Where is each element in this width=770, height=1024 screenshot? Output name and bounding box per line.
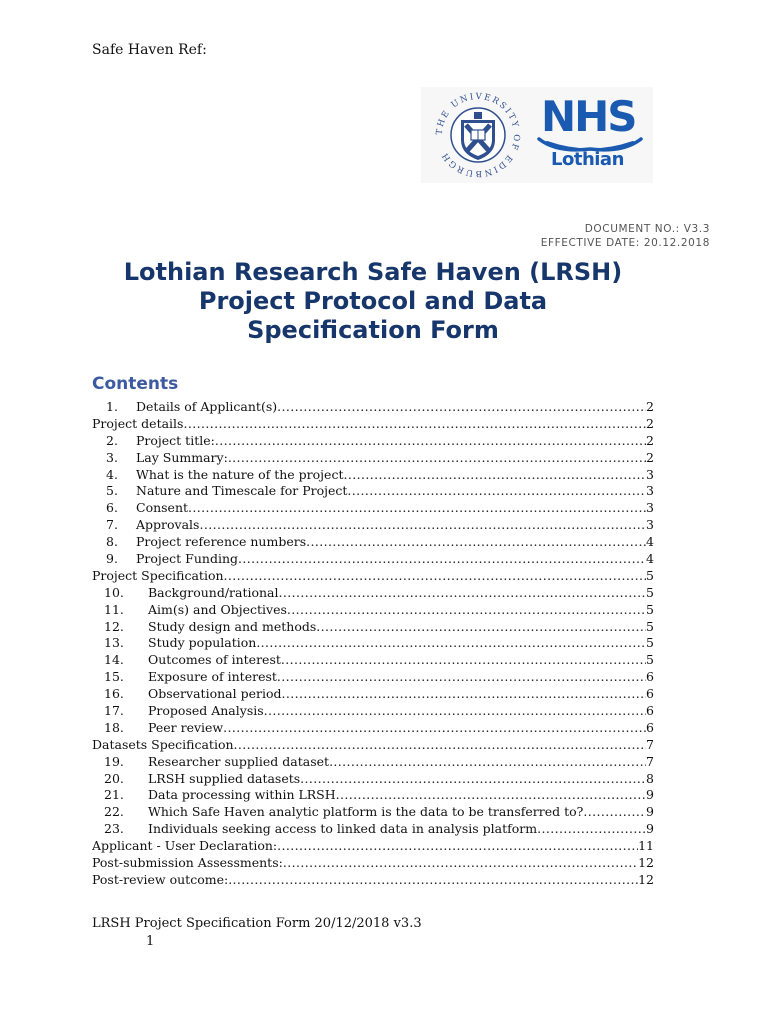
- toc-entry[interactable]: [92, 517, 654, 534]
- toc-leader-dots: [583, 804, 646, 819]
- toc-entry-number: 12.: [104, 618, 124, 634]
- toc-leader-dots: [537, 821, 646, 836]
- toc-entry-label: Project Specification: [92, 567, 224, 583]
- toc-entry-page: 2: [646, 449, 654, 465]
- toc-leader-dots: [215, 433, 646, 448]
- table-of-contents: [92, 399, 654, 889]
- toc-entry-number: 2.: [106, 432, 118, 448]
- safe-haven-ref-label: Safe Haven Ref:: [92, 42, 207, 58]
- toc-entry[interactable]: [92, 416, 654, 433]
- toc-entry-page: 5: [646, 601, 654, 617]
- toc-entry-page: 7: [646, 753, 654, 769]
- page-footer: [92, 915, 422, 951]
- toc-leader-dots: [277, 669, 646, 684]
- toc-entry-label: Approvals: [136, 517, 200, 533]
- toc-leader-dots: [264, 703, 646, 718]
- toc-entry-label: Project Funding: [136, 551, 239, 567]
- toc-entry-label: Background/rational: [148, 584, 279, 600]
- toc-entry-label: Lay Summary:: [136, 449, 228, 465]
- document-number: DOCUMENT NO.: V3.3: [584, 223, 710, 235]
- toc-entry[interactable]: [92, 399, 654, 416]
- toc-leader-dots: [347, 483, 646, 498]
- toc-entry-number: 9.: [106, 551, 118, 567]
- toc-entry[interactable]: [92, 500, 654, 517]
- toc-entry-page: 12: [638, 855, 654, 871]
- toc-entry-label: Outcomes of interest: [148, 652, 281, 668]
- toc-entry-page: 9: [646, 787, 654, 803]
- page-title: [60, 258, 686, 345]
- toc-entry[interactable]: [92, 737, 654, 754]
- toc-entry-label: Which Safe Haven analytic platform is the data to be transferred to?: [148, 804, 584, 820]
- toc-leader-dots: [300, 771, 646, 786]
- toc-entry-page: 6: [646, 719, 654, 735]
- toc-entry-label: LRSH supplied datasets: [148, 770, 301, 786]
- toc-entry-page: 6: [646, 686, 654, 702]
- toc-entry[interactable]: [92, 585, 654, 602]
- toc-entry-number: 21.: [104, 787, 124, 803]
- toc-entry-label: Post-review outcome:: [92, 871, 229, 887]
- toc-entry-label: Individuals seeking access to linked data in analysis platform: [148, 821, 538, 837]
- toc-entry-number: 18.: [104, 719, 124, 735]
- toc-entry[interactable]: [92, 619, 654, 636]
- toc-entry[interactable]: [92, 720, 654, 737]
- toc-entry-number: 11.: [104, 601, 124, 617]
- toc-entry[interactable]: [92, 450, 654, 467]
- toc-entry[interactable]: [92, 602, 654, 619]
- toc-leader-dots: [223, 720, 646, 735]
- toc-entry-page: 9: [646, 804, 654, 820]
- toc-entry-page: 5: [646, 618, 654, 634]
- toc-entry-page: 3: [646, 466, 654, 482]
- toc-leader-dots: [343, 467, 646, 482]
- toc-entry-label: Consent: [136, 500, 189, 516]
- toc-leader-dots: [228, 450, 646, 465]
- toc-entry-number: 10.: [104, 584, 124, 600]
- effective-date: EFFECTIVE DATE: 20.12.2018: [540, 237, 710, 249]
- toc-entry-page: 3: [646, 483, 654, 499]
- toc-entry[interactable]: [92, 669, 654, 686]
- toc-entry-label: Researcher supplied dataset: [148, 753, 330, 769]
- nhs-wordmark: NHS: [541, 92, 636, 141]
- page-number: 1: [146, 934, 155, 949]
- toc-entry-page: 5: [646, 635, 654, 651]
- toc-leader-dots: [306, 534, 646, 549]
- toc-entry-page: 8: [646, 770, 654, 786]
- toc-entry-label: Observational period: [148, 686, 282, 702]
- toc-entry-page: 5: [646, 567, 654, 583]
- toc-entry[interactable]: [92, 838, 654, 855]
- toc-entry-number: 19.: [104, 753, 124, 769]
- footer-text: LRSH Project Specification Form 20/12/2018 v3.3: [92, 916, 422, 931]
- toc-entry-label: What is the nature of the project: [136, 466, 344, 482]
- toc-entry-number: 6.: [106, 500, 118, 516]
- toc-entry[interactable]: [92, 804, 654, 821]
- toc-entry-page: 2: [646, 432, 654, 448]
- toc-leader-dots: [279, 585, 647, 600]
- toc-entry-label: Project title:: [136, 432, 215, 448]
- contents-heading: Contents: [92, 374, 179, 394]
- toc-entry-page: 6: [646, 669, 654, 685]
- toc-entry-number: 22.: [104, 804, 124, 820]
- toc-entry-page: 12: [638, 871, 654, 887]
- document-meta: [541, 222, 710, 250]
- toc-entry[interactable]: [92, 771, 654, 788]
- toc-entry[interactable]: [92, 872, 654, 889]
- toc-leader-dots: [183, 416, 646, 431]
- toc-entry-label: Study design and methods: [148, 618, 317, 634]
- toc-entry[interactable]: [92, 551, 654, 568]
- university-of-edinburgh-crest-icon: [433, 90, 523, 180]
- toc-entry-page: 4: [646, 534, 654, 550]
- university-ring-text: THE UNIVERSITY OF EDINBURGH: [434, 91, 522, 179]
- toc-leader-dots: [281, 686, 646, 701]
- toc-entry[interactable]: [92, 568, 654, 585]
- toc-entry-number: 4.: [106, 466, 118, 482]
- toc-entry[interactable]: [92, 703, 654, 720]
- nhs-region-label: Lothian: [551, 149, 624, 170]
- toc-entry-page: 3: [646, 500, 654, 516]
- toc-entry-number: 8.: [106, 534, 118, 550]
- toc-entry-number: 16.: [104, 686, 124, 702]
- toc-entry-page: 2: [646, 415, 654, 431]
- toc-entry-label: Project reference numbers: [136, 534, 307, 550]
- title-line: Lothian Research Safe Haven (LRSH): [123, 258, 623, 286]
- toc-leader-dots: [329, 754, 646, 769]
- nhs-lothian-logo: [537, 92, 645, 179]
- toc-entry-page: 2: [646, 399, 654, 414]
- toc-entry-number: 5.: [106, 483, 118, 499]
- toc-entry-number: 15.: [104, 669, 124, 685]
- toc-leader-dots: [283, 855, 638, 870]
- toc-entry-number: 17.: [104, 703, 124, 719]
- toc-entry-number: 1.: [106, 399, 118, 414]
- toc-entry[interactable]: [92, 534, 654, 551]
- toc-entry-page: 3: [646, 517, 654, 533]
- toc-entry[interactable]: [92, 467, 654, 484]
- toc-entry[interactable]: [92, 652, 654, 669]
- toc-entry-label: Post-submission Assessments:: [92, 855, 283, 871]
- toc-entry-label: Peer review: [148, 719, 224, 735]
- toc-entry-page: 7: [646, 736, 654, 752]
- toc-leader-dots: [199, 517, 646, 532]
- toc-entry-label: Exposure of interest: [148, 669, 277, 685]
- title-line: Project Protocol and Data: [198, 287, 548, 315]
- toc-entry-page: 5: [646, 584, 654, 600]
- toc-entry[interactable]: [92, 433, 654, 450]
- toc-leader-dots: [188, 500, 646, 515]
- toc-entry-page: 4: [646, 551, 654, 567]
- toc-leader-dots: [277, 838, 638, 853]
- toc-leader-dots: [256, 635, 646, 650]
- toc-entry-label: Applicant - User Declaration:: [92, 838, 278, 854]
- toc-entry[interactable]: [92, 635, 654, 652]
- toc-entry[interactable]: [92, 855, 654, 872]
- toc-entry-label: Project details: [92, 415, 184, 431]
- title-line: Specification Form: [247, 316, 499, 344]
- toc-entry-label: Study population: [148, 635, 257, 651]
- toc-entry-page: 6: [646, 703, 654, 719]
- toc-entry-label: Proposed Analysis: [148, 703, 264, 719]
- toc-entry[interactable]: [92, 686, 654, 703]
- toc-leader-dots: [281, 652, 646, 667]
- toc-leader-dots: [316, 619, 646, 634]
- toc-entry[interactable]: [92, 821, 654, 838]
- toc-leader-dots: [277, 399, 646, 414]
- toc-leader-dots: [234, 737, 647, 752]
- toc-leader-dots: [224, 568, 647, 583]
- toc-entry-page: 5: [646, 652, 654, 668]
- toc-entry[interactable]: [92, 754, 654, 771]
- toc-entry[interactable]: [92, 787, 654, 804]
- toc-entry-number: 3.: [106, 449, 118, 465]
- toc-entry-label: Nature and Timescale for Project: [136, 483, 348, 499]
- toc-entry-number: 23.: [104, 821, 124, 837]
- logo-banner: [421, 87, 653, 183]
- toc-entry-label: Details of Applicant(s): [136, 399, 278, 414]
- toc-entry-number: 20.: [104, 770, 124, 786]
- toc-entry[interactable]: [92, 483, 654, 500]
- toc-entry-page: 9: [646, 821, 654, 837]
- toc-entry-number: 13.: [104, 635, 124, 651]
- toc-entry-number: 14.: [104, 652, 124, 668]
- toc-entry-page: 11: [638, 838, 654, 854]
- toc-leader-dots: [336, 787, 646, 802]
- toc-leader-dots: [228, 872, 638, 887]
- toc-entry-label: Aim(s) and Objectives: [148, 601, 287, 617]
- toc-entry-label: Data processing within LRSH: [148, 787, 336, 803]
- toc-entry-label: Datasets Specification: [92, 736, 234, 752]
- toc-entry-number: 7.: [106, 517, 118, 533]
- toc-leader-dots: [287, 602, 646, 617]
- toc-leader-dots: [238, 551, 646, 566]
